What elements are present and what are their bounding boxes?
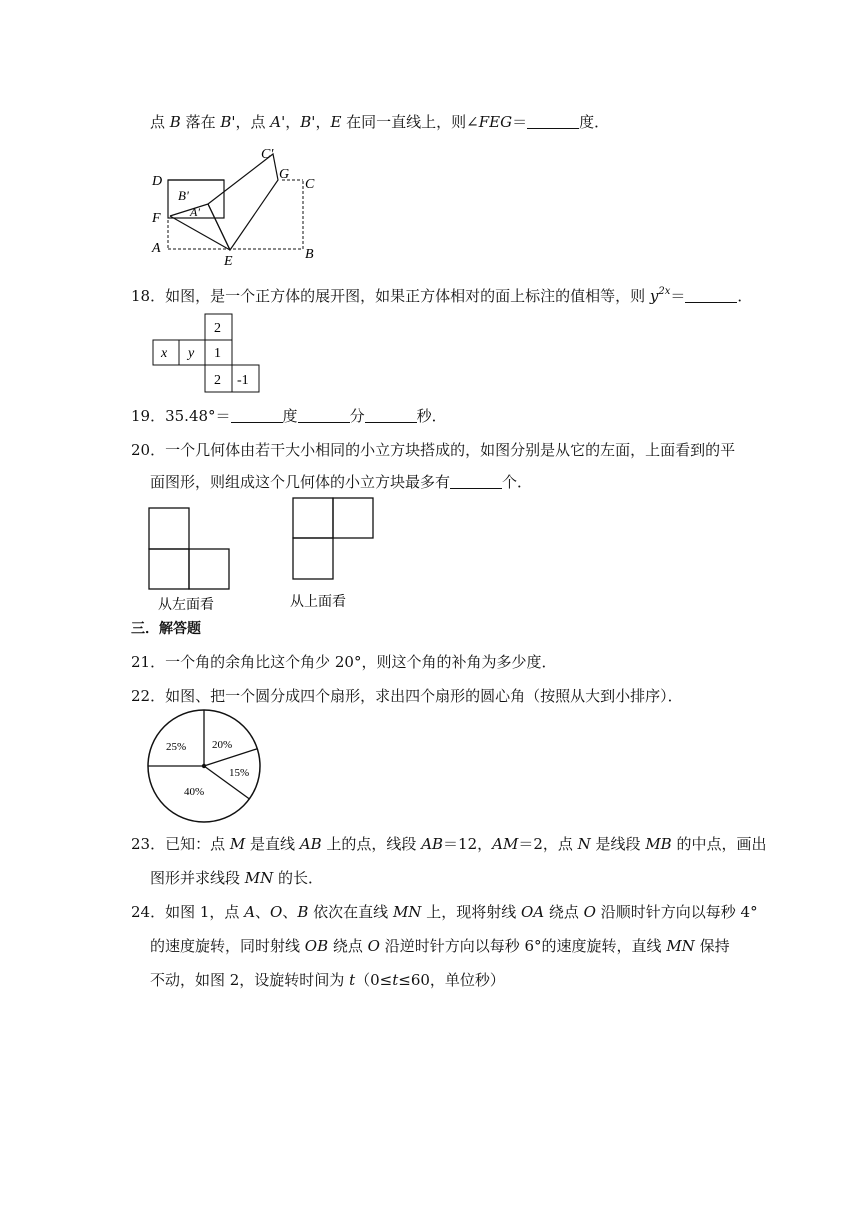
caption-top-view: 从上面看 xyxy=(290,595,346,610)
label-A-prime: A' xyxy=(190,205,200,219)
label-D: D xyxy=(152,174,163,189)
q17-figure xyxy=(148,142,328,267)
pie-center xyxy=(202,764,206,768)
label-B-prime: B' xyxy=(178,188,189,203)
label-C-prime: C' xyxy=(261,147,274,162)
q23-line1: 23．已知：点 M 是直线 AB 上的点，线段 AB＝12，AM＝2，点 N 是线段 MB 的中点，画出 xyxy=(131,835,767,853)
q24-line3: 不动，如图 2，设旋转时间为 t（0≤t≤60，单位秒） xyxy=(150,971,505,989)
section-title: 三．解答题 xyxy=(131,621,201,637)
pie-label-40: 40% xyxy=(184,786,205,798)
top-view xyxy=(290,496,390,610)
cell-bot: 2 xyxy=(214,373,221,388)
left-view xyxy=(146,505,246,615)
q18-text: 18．如图，是一个正方体的展开图，如果正方体相对的面上标注的值相等，则 $y^{2x}=$ ． xyxy=(131,286,753,305)
q24-line2: 的速度旋转，同时射线 OB 绕点 O 沿逆时针方向以每秒 6°的速度旋转，直线 MN 保持 xyxy=(150,937,730,955)
cell-mid: 1 xyxy=(214,346,221,361)
cell-x: x xyxy=(161,346,168,361)
q20-line1: 20．一个几何体由若干大小相同的小立方块搭成的，如图分别是从它的左面，上面看到的平 xyxy=(131,441,736,459)
q19-text: 19．35.48°＝ 度 分 秒． xyxy=(131,407,447,425)
label-F: F xyxy=(152,211,161,226)
q23-line2: 图形并求线段 MN 的长． xyxy=(150,869,324,887)
cube-net xyxy=(152,313,262,395)
q24-line1: 24．如图 1，点 A、O、B 依次在直线 MN 上，现将射线 OA 绕点 O 沿顺时针方向以每秒 4° xyxy=(131,903,758,921)
q21-text: 21．一个角的余角比这个角少 20°，则这个角的补角为多少度． xyxy=(131,653,557,671)
answer-blank[interactable] xyxy=(298,408,350,423)
label-B: B xyxy=(305,247,314,262)
pie-label-15: 15% xyxy=(229,767,250,779)
answer-blank[interactable] xyxy=(365,408,417,423)
pie-chart xyxy=(146,706,266,826)
cell-neg: -1 xyxy=(237,373,249,388)
pie-label-20: 20% xyxy=(212,739,233,751)
label-E: E xyxy=(224,254,233,269)
caption-left-view: 从左面看 xyxy=(158,598,214,613)
q20-line2: 面图形，则组成这个几何体的小立方块最多有 个． xyxy=(150,473,533,491)
label-C: C xyxy=(305,177,315,192)
answer-blank[interactable] xyxy=(685,288,737,303)
answer-blank[interactable] xyxy=(527,114,579,129)
answer-blank[interactable] xyxy=(231,408,283,423)
cell-y: y xyxy=(188,346,195,361)
label-A: A xyxy=(152,241,161,256)
label-G: G xyxy=(279,167,290,182)
pie-label-25: 25% xyxy=(166,741,187,753)
q17-text: 点 B 落在 B'，点 A'，B'，E 在同一直线上，则∠FEG＝ 度． xyxy=(150,113,610,131)
answer-blank[interactable] xyxy=(450,474,502,489)
cell-top: 2 xyxy=(214,321,221,336)
q22-text: 22．如图、把一个圆分成四个扇形，求出四个扇形的圆心角（按照从大到小排序）． xyxy=(131,687,683,705)
